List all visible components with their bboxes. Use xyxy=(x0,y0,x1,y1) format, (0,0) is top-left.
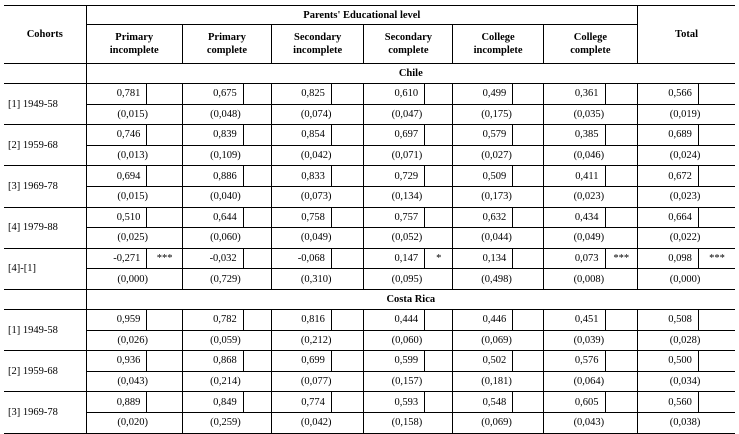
cohorts-header: Cohorts xyxy=(4,6,86,64)
significance-cell xyxy=(331,248,363,269)
significance-cell xyxy=(243,207,271,228)
estimate-cell: 0,509 xyxy=(453,166,513,187)
std-error-cell: (0,310) xyxy=(272,269,364,290)
column-header xyxy=(543,25,637,64)
table-row xyxy=(4,392,735,413)
cohort-label: [2] 1959-68 xyxy=(4,351,86,392)
column-header xyxy=(453,25,543,64)
std-error-cell: (0,077) xyxy=(272,371,364,392)
cohort-label: [2] 1959-68 xyxy=(4,125,86,166)
std-error-cell: (0,025) xyxy=(86,228,182,249)
significance-cell xyxy=(147,351,182,372)
estimate-cell: -0,032 xyxy=(182,248,243,269)
estimate-cell: 0,605 xyxy=(543,392,605,413)
estimate-cell: 0,746 xyxy=(86,125,147,146)
table-row xyxy=(4,84,735,105)
significance-cell xyxy=(425,84,453,105)
std-error-cell: (0,259) xyxy=(182,412,271,433)
estimate-cell: 0,936 xyxy=(86,351,147,372)
estimate-cell: 0,664 xyxy=(638,207,699,228)
std-error-cell: (0,158) xyxy=(364,412,453,433)
std-error-cell: (0,049) xyxy=(543,228,637,249)
std-error-cell: (0,059) xyxy=(182,330,271,351)
std-error-cell: (0,095) xyxy=(364,269,453,290)
std-error-cell: (0,027) xyxy=(453,145,543,166)
std-error-cell: (0,038) xyxy=(638,412,735,433)
column-header-line2: incomplete xyxy=(293,45,343,56)
std-error-cell: (0,047) xyxy=(364,104,453,125)
table-row xyxy=(4,309,735,330)
std-error-cell: (0,049) xyxy=(272,228,364,249)
std-error-cell: (0,039) xyxy=(543,330,637,351)
cohort-label: [1] 1949-58 xyxy=(4,84,86,125)
std-error-cell: (0,071) xyxy=(364,145,453,166)
std-error-cell: (0,498) xyxy=(453,269,543,290)
significance-cell xyxy=(605,207,638,228)
significance-cell: * xyxy=(425,248,453,269)
estimate-cell: 0,839 xyxy=(182,125,243,146)
significance-cell xyxy=(331,84,363,105)
significance-cell xyxy=(425,166,453,187)
std-error-cell: (0,022) xyxy=(638,228,735,249)
estimate-cell: 0,134 xyxy=(453,248,513,269)
std-error-cell: (0,042) xyxy=(272,145,364,166)
significance-cell xyxy=(243,84,271,105)
column-header-line2: complete xyxy=(206,45,248,56)
significance-cell xyxy=(605,351,638,372)
estimate-cell: 0,729 xyxy=(364,166,425,187)
column-header xyxy=(182,25,271,64)
std-error-cell: (0,046) xyxy=(543,145,637,166)
column-header-line2: complete xyxy=(570,45,611,56)
section-row xyxy=(4,289,735,309)
table-row xyxy=(4,269,735,290)
significance-cell xyxy=(147,207,182,228)
significance-cell xyxy=(513,309,543,330)
significance-cell: *** xyxy=(698,248,735,269)
significance-cell xyxy=(698,125,735,146)
table-row xyxy=(4,186,735,207)
estimate-cell: 0,434 xyxy=(543,207,605,228)
estimate-cell: 0,566 xyxy=(638,84,699,105)
std-error-cell: (0,069) xyxy=(453,412,543,433)
std-error-cell: (0,212) xyxy=(272,330,364,351)
std-error-cell: (0,109) xyxy=(182,145,271,166)
estimate-cell: 0,610 xyxy=(364,84,425,105)
table-row xyxy=(4,228,735,249)
std-error-cell: (0,020) xyxy=(86,412,182,433)
total-header: Total xyxy=(638,6,735,64)
significance-cell xyxy=(513,84,543,105)
significance-cell xyxy=(605,84,638,105)
std-error-cell: (0,048) xyxy=(182,104,271,125)
significance-cell xyxy=(147,125,182,146)
cohort-label: [3] 1969-78 xyxy=(4,392,86,433)
significance-cell xyxy=(605,392,638,413)
significance-cell xyxy=(513,248,543,269)
table-row xyxy=(4,125,735,146)
column-header-line2: incomplete xyxy=(109,45,159,56)
section-title: Costa Rica xyxy=(86,289,735,309)
estimate-cell: 0,959 xyxy=(86,309,147,330)
column-header-line1: Secondary xyxy=(294,32,342,43)
std-error-cell: (0,064) xyxy=(543,371,637,392)
std-error-cell: (0,060) xyxy=(182,228,271,249)
table-row xyxy=(4,207,735,228)
std-error-cell: (0,052) xyxy=(364,228,453,249)
std-error-cell: (0,043) xyxy=(543,412,637,433)
column-header xyxy=(86,25,182,64)
table-row xyxy=(4,145,735,166)
table-body xyxy=(4,6,735,434)
significance-cell xyxy=(513,125,543,146)
significance-cell: *** xyxy=(605,248,638,269)
table-row xyxy=(4,104,735,125)
column-header-line2: incomplete xyxy=(473,45,523,56)
cohort-label: [4]-[1] xyxy=(4,248,86,289)
significance-cell xyxy=(331,207,363,228)
std-error-cell: (0,173) xyxy=(453,186,543,207)
estimate-cell: 0,147 xyxy=(364,248,425,269)
significance-cell xyxy=(331,166,363,187)
std-error-cell: (0,044) xyxy=(453,228,543,249)
results-table xyxy=(4,5,735,434)
std-error-cell: (0,023) xyxy=(543,186,637,207)
column-header xyxy=(364,25,453,64)
estimate-cell: 0,446 xyxy=(453,309,513,330)
std-error-cell: (0,023) xyxy=(638,186,735,207)
estimate-cell: 0,672 xyxy=(638,166,699,187)
significance-cell xyxy=(331,125,363,146)
estimate-cell: 0,854 xyxy=(272,125,332,146)
estimate-cell: 0,689 xyxy=(638,125,699,146)
significance-cell xyxy=(147,84,182,105)
estimate-cell: -0,271 xyxy=(86,248,147,269)
estimate-cell: 0,548 xyxy=(453,392,513,413)
significance-cell xyxy=(243,248,271,269)
parents-level-header: Parents' Educational level xyxy=(86,6,637,25)
estimate-cell: 0,697 xyxy=(364,125,425,146)
significance-cell xyxy=(425,309,453,330)
column-header-line1: Primary xyxy=(115,32,154,43)
estimate-cell: 0,644 xyxy=(182,207,243,228)
estimate-cell: 0,816 xyxy=(272,309,332,330)
estimate-cell: 0,675 xyxy=(182,84,243,105)
std-error-cell: (0,000) xyxy=(638,269,735,290)
estimate-cell: 0,510 xyxy=(86,207,147,228)
estimate-cell: 0,774 xyxy=(272,392,332,413)
std-error-cell: (0,034) xyxy=(638,371,735,392)
std-error-cell: (0,074) xyxy=(272,104,364,125)
std-error-cell: (0,040) xyxy=(182,186,271,207)
estimate-cell: 0,632 xyxy=(453,207,513,228)
table-row xyxy=(4,166,735,187)
std-error-cell: (0,028) xyxy=(638,330,735,351)
significance-cell xyxy=(698,392,735,413)
column-header-line1: College xyxy=(481,32,515,43)
significance-cell xyxy=(425,351,453,372)
estimate-cell: 0,781 xyxy=(86,84,147,105)
significance-cell xyxy=(425,125,453,146)
section-spacer xyxy=(4,64,86,84)
estimate-cell: 0,098 xyxy=(638,248,699,269)
estimate-cell: 0,411 xyxy=(543,166,605,187)
std-error-cell: (0,060) xyxy=(364,330,453,351)
estimate-cell: 0,886 xyxy=(182,166,243,187)
std-error-cell: (0,015) xyxy=(86,104,182,125)
significance-cell xyxy=(513,351,543,372)
significance-cell xyxy=(605,166,638,187)
estimate-cell: 0,699 xyxy=(272,351,332,372)
significance-cell: *** xyxy=(147,248,182,269)
estimate-cell: 0,500 xyxy=(638,351,699,372)
std-error-cell: (0,015) xyxy=(86,186,182,207)
significance-cell xyxy=(243,309,271,330)
significance-cell xyxy=(243,392,271,413)
significance-cell xyxy=(331,351,363,372)
estimate-cell: 0,073 xyxy=(543,248,605,269)
estimate-cell: 0,502 xyxy=(453,351,513,372)
estimate-cell: 0,385 xyxy=(543,125,605,146)
std-error-cell: (0,729) xyxy=(182,269,271,290)
std-error-cell: (0,042) xyxy=(272,412,364,433)
estimate-cell: 0,825 xyxy=(272,84,332,105)
std-error-cell: (0,019) xyxy=(638,104,735,125)
estimate-cell: 0,361 xyxy=(543,84,605,105)
estimate-cell: 0,599 xyxy=(364,351,425,372)
table-row xyxy=(4,351,735,372)
section-title: Chile xyxy=(86,64,735,84)
std-error-cell: (0,134) xyxy=(364,186,453,207)
cohort-label: [3] 1969-78 xyxy=(4,166,86,207)
estimate-cell: 0,560 xyxy=(638,392,699,413)
cohort-label: [4] 1979-88 xyxy=(4,207,86,248)
estimate-cell: 0,757 xyxy=(364,207,425,228)
significance-cell xyxy=(425,392,453,413)
significance-cell xyxy=(698,351,735,372)
std-error-cell: (0,024) xyxy=(638,145,735,166)
column-header-line1: College xyxy=(573,32,607,43)
estimate-cell: 0,508 xyxy=(638,309,699,330)
std-error-cell: (0,000) xyxy=(86,269,182,290)
significance-cell xyxy=(147,392,182,413)
column-header xyxy=(272,25,364,64)
estimate-cell: 0,782 xyxy=(182,309,243,330)
table-row xyxy=(4,330,735,351)
significance-cell xyxy=(147,166,182,187)
table-row xyxy=(4,371,735,392)
significance-cell xyxy=(605,309,638,330)
table-row xyxy=(4,412,735,433)
std-error-cell: (0,214) xyxy=(182,371,271,392)
significance-cell xyxy=(243,125,271,146)
significance-cell xyxy=(147,309,182,330)
std-error-cell: (0,008) xyxy=(543,269,637,290)
estimate-cell: 0,889 xyxy=(86,392,147,413)
std-error-cell: (0,157) xyxy=(364,371,453,392)
section-row xyxy=(4,64,735,84)
significance-cell xyxy=(513,392,543,413)
significance-cell xyxy=(243,166,271,187)
significance-cell xyxy=(331,392,363,413)
estimate-cell: 0,868 xyxy=(182,351,243,372)
estimate-cell: 0,593 xyxy=(364,392,425,413)
column-header-line2: complete xyxy=(388,45,429,56)
significance-cell xyxy=(605,125,638,146)
estimate-cell: 0,499 xyxy=(453,84,513,105)
estimate-cell: 0,451 xyxy=(543,309,605,330)
std-error-cell: (0,181) xyxy=(453,371,543,392)
column-header-line1: Primary xyxy=(208,32,246,43)
std-error-cell: (0,013) xyxy=(86,145,182,166)
significance-cell xyxy=(513,207,543,228)
significance-cell xyxy=(425,207,453,228)
significance-cell xyxy=(698,207,735,228)
column-header-line1: Secondary xyxy=(384,32,433,43)
section-spacer xyxy=(4,289,86,309)
significance-cell xyxy=(243,351,271,372)
significance-cell xyxy=(698,84,735,105)
std-error-cell: (0,035) xyxy=(543,104,637,125)
table-row xyxy=(4,248,735,269)
estimate-cell: 0,758 xyxy=(272,207,332,228)
estimate-cell: 0,579 xyxy=(453,125,513,146)
estimate-cell: 0,833 xyxy=(272,166,332,187)
std-error-cell: (0,073) xyxy=(272,186,364,207)
std-error-cell: (0,043) xyxy=(86,371,182,392)
significance-cell xyxy=(331,309,363,330)
estimate-cell: 0,694 xyxy=(86,166,147,187)
std-error-cell: (0,026) xyxy=(86,330,182,351)
estimate-cell: 0,444 xyxy=(364,309,425,330)
std-error-cell: (0,069) xyxy=(453,330,543,351)
std-error-cell: (0,175) xyxy=(453,104,543,125)
estimate-cell: -0,068 xyxy=(272,248,332,269)
cohort-label: [1] 1949-58 xyxy=(4,309,86,350)
significance-cell xyxy=(513,166,543,187)
estimate-cell: 0,849 xyxy=(182,392,243,413)
significance-cell xyxy=(698,166,735,187)
estimate-cell: 0,576 xyxy=(543,351,605,372)
significance-cell xyxy=(698,309,735,330)
